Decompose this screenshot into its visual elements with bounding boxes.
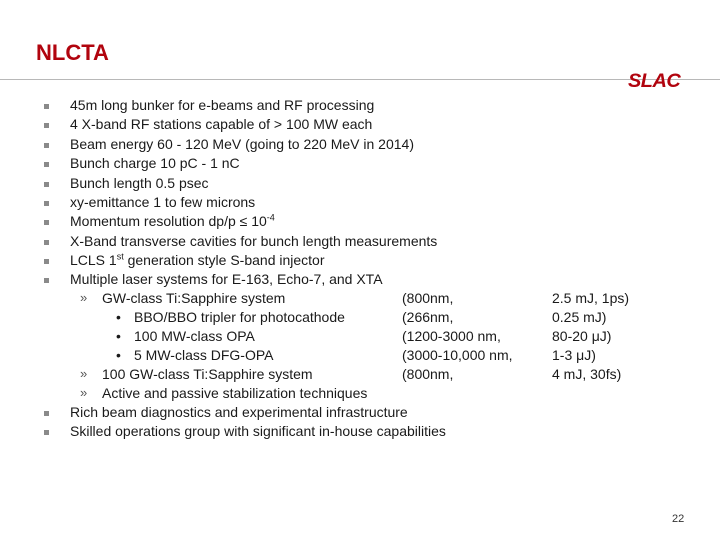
sub-bullet-marker: » xyxy=(80,366,88,381)
laser-system-name: 100 GW-class Ti:Sapphire system xyxy=(102,366,313,382)
page-number: 22 xyxy=(672,513,685,525)
sub-sub-bullet-marker: • xyxy=(116,347,121,363)
laser-system-name: Active and passive stabilization techniques xyxy=(102,385,368,401)
bullet-marker xyxy=(44,240,49,245)
lcls-ordinal: st xyxy=(116,251,124,262)
bullet-marker xyxy=(44,143,49,148)
bullet-item: 4 X-band RF stations capable of > 100 MW each xyxy=(70,116,373,132)
lcls-text: LCLS 1 xyxy=(70,252,117,268)
bullet-item: Bunch length 0.5 psec xyxy=(70,175,209,191)
laser-wavelength: (800nm, xyxy=(402,366,454,382)
laser-wavelength: (1200-3000 nm, xyxy=(402,328,501,344)
lcls-rest: generation style S-band injector xyxy=(123,252,325,268)
laser-system-name: GW-class Ti:Sapphire system xyxy=(102,290,286,306)
bullet-item: Bunch charge 10 pC - 1 nC xyxy=(70,155,240,171)
sub-sub-bullet-marker: • xyxy=(116,328,121,344)
laser-spec: 4 mJ, 30fs) xyxy=(552,366,622,382)
bullet-marker xyxy=(44,104,49,109)
sub-sub-bullet-marker: • xyxy=(116,309,121,325)
momentum-text: Momentum resolution dp/p ≤ 10 xyxy=(70,213,267,229)
bullet-item: Skilled operations group with significant in-house capabilities xyxy=(70,423,446,439)
slide-title: NLCTA xyxy=(36,40,109,65)
bullet-item: 45m long bunker for e-beams and RF processing xyxy=(70,97,375,113)
bullet-marker xyxy=(44,123,49,128)
laser-system-name: 100 MW-class OPA xyxy=(134,328,255,344)
bullet-item: Multiple laser systems for E-163, Echo-7, and XTA xyxy=(70,271,383,287)
bullet-marker xyxy=(44,411,49,416)
laser-spec: 80-20 μJ) xyxy=(552,328,612,344)
bullet-marker xyxy=(44,162,49,167)
bullet-marker xyxy=(44,201,49,206)
momentum-exponent: -4 xyxy=(266,212,275,223)
laser-system-name: BBO/BBO tripler for photocathode xyxy=(134,309,345,325)
slac-logo: SLAC xyxy=(628,71,681,92)
bullet-marker xyxy=(44,430,49,435)
bullet-item: X-Band transverse cavities for bunch length measurements xyxy=(70,233,438,249)
sub-bullet-marker: » xyxy=(80,385,88,400)
laser-wavelength: (3000-10,000 nm, xyxy=(402,347,513,363)
bullet-marker xyxy=(44,220,49,225)
laser-system-name: 5 MW-class DFG-OPA xyxy=(134,347,274,363)
laser-spec: 0.25 mJ) xyxy=(552,309,607,325)
laser-spec: 1-3 μJ) xyxy=(552,347,596,363)
bullet-item: xy-emittance 1 to few microns xyxy=(70,194,256,210)
bullet-item: Beam energy 60 - 120 MeV (going to 220 MeV in 2014) xyxy=(70,136,414,152)
bullet-item: Rich beam diagnostics and experimental infrastructure xyxy=(70,404,408,420)
laser-spec: 2.5 mJ, 1ps) xyxy=(552,290,630,306)
bullet-marker xyxy=(44,182,49,187)
laser-wavelength: (266nm, xyxy=(402,309,454,325)
laser-wavelength: (800nm, xyxy=(402,290,454,306)
bullet-item-lcls xyxy=(70,252,325,269)
bullet-marker xyxy=(44,278,49,283)
bullet-marker xyxy=(44,259,49,264)
sub-bullet-marker: » xyxy=(80,290,88,305)
bullet-item-momentum xyxy=(70,213,275,230)
title-divider xyxy=(0,79,720,80)
